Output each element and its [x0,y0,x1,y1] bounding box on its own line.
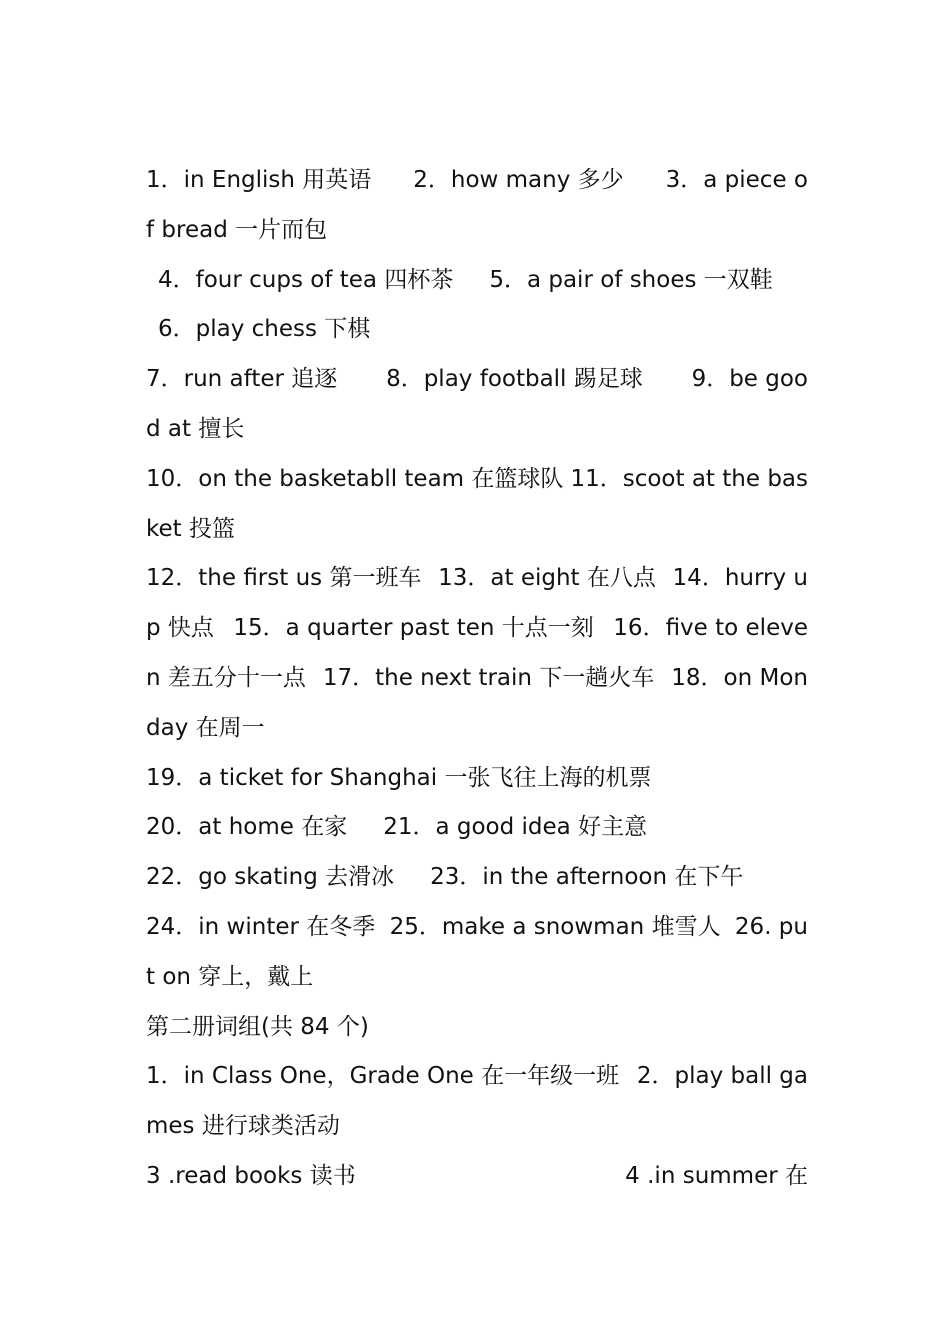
text-line [146,604,808,654]
phrase-text: f bread 一片而包 [146,216,328,243]
phrase-text: 24．in winter 在冬季 [146,913,376,940]
phrase-text: 3．a piece o [665,167,808,193]
phrase-text: 4 .in summer 在 [625,1162,808,1189]
phrase-text: 13．at eight 在八点 [438,565,656,592]
phrase-text: 20．at home 在家 [146,814,348,841]
phrase-text: 14．hurry u [672,565,808,592]
text-line [146,206,808,256]
phrase-text: 3 .read books 读书 [146,1162,356,1189]
phrase-text: 12．the first us 第一班车 [146,565,422,592]
phrase-text: 2．play ball ga [636,1063,808,1090]
phrase-text: 11．scoot at the bas [570,465,808,492]
text-line [146,1052,808,1102]
phrase-text: 4．four cups of tea 四杯茶 [158,266,454,293]
text-line [146,1102,808,1152]
phrase-text: 7．run after 追逐 [146,366,338,393]
text-line [146,903,808,953]
text-line [146,754,808,804]
phrase-text: 19．a ticket for Shanghai 一张飞往上海的机票 [146,764,652,791]
text-line [146,305,808,355]
phrase-text: d at 擅长 [146,415,245,442]
text-line [146,704,808,754]
phrase-text: n 差五分十一点 [146,664,306,691]
phrase-text: 6．play chess 下棋 [158,316,371,343]
text-line [146,654,808,704]
text-line [146,256,808,306]
section-heading [146,1003,808,1053]
phrase-text: p 快点 [146,615,214,642]
phrase-text: 1．in English 用英语 [146,167,372,193]
phrase-text: 9．be goo [691,366,808,393]
phrase-text: mes 进行球类活动 [146,1113,340,1140]
text-line [146,554,808,604]
phrase-text: 16．five to eleve [613,615,808,642]
phrase-list [146,156,808,1202]
phrase-text: 5．a pair of shoes 一双鞋 [489,266,773,293]
text-line [146,853,808,903]
phrase-text: 18．on Mon [671,664,808,691]
text-line [146,803,808,853]
text-line [146,505,808,555]
text-line [146,455,808,505]
phrase-text: 22．go skating 去滑冰 [146,864,395,891]
text-line [146,953,808,1003]
phrase-text: 26. pu [734,913,808,940]
phrase-text: 17．the next train 下一趟火车 [322,664,655,691]
phrase-text: 1．in Class One，Grade One 在一年级一班 [146,1063,620,1090]
phrase-text: 2．how many 多少 [413,167,624,193]
phrase-text: 15．a quarter past ten 十点一刻 [233,615,594,642]
text-line [146,405,808,455]
text-line [146,355,808,405]
phrase-text: 21．a good idea 好主意 [383,814,648,841]
phrase-text: 10．on the basketabll team 在篮球队 [146,465,564,492]
text-line [146,156,808,206]
phrase-text: 8．play football 踢足球 [386,366,643,393]
heading-text: 第二册词组(共 84 个) [146,1013,369,1040]
phrase-text: t on 穿上，戴上 [146,963,314,990]
phrase-text: 23．in the afternoon 在下午 [430,864,744,891]
text-line [146,1152,808,1202]
phrase-text: day 在周一 [146,714,265,741]
phrase-text: ket 投篮 [146,515,235,542]
phrase-text: 25．make a snowman 堆雪人 [389,913,721,940]
